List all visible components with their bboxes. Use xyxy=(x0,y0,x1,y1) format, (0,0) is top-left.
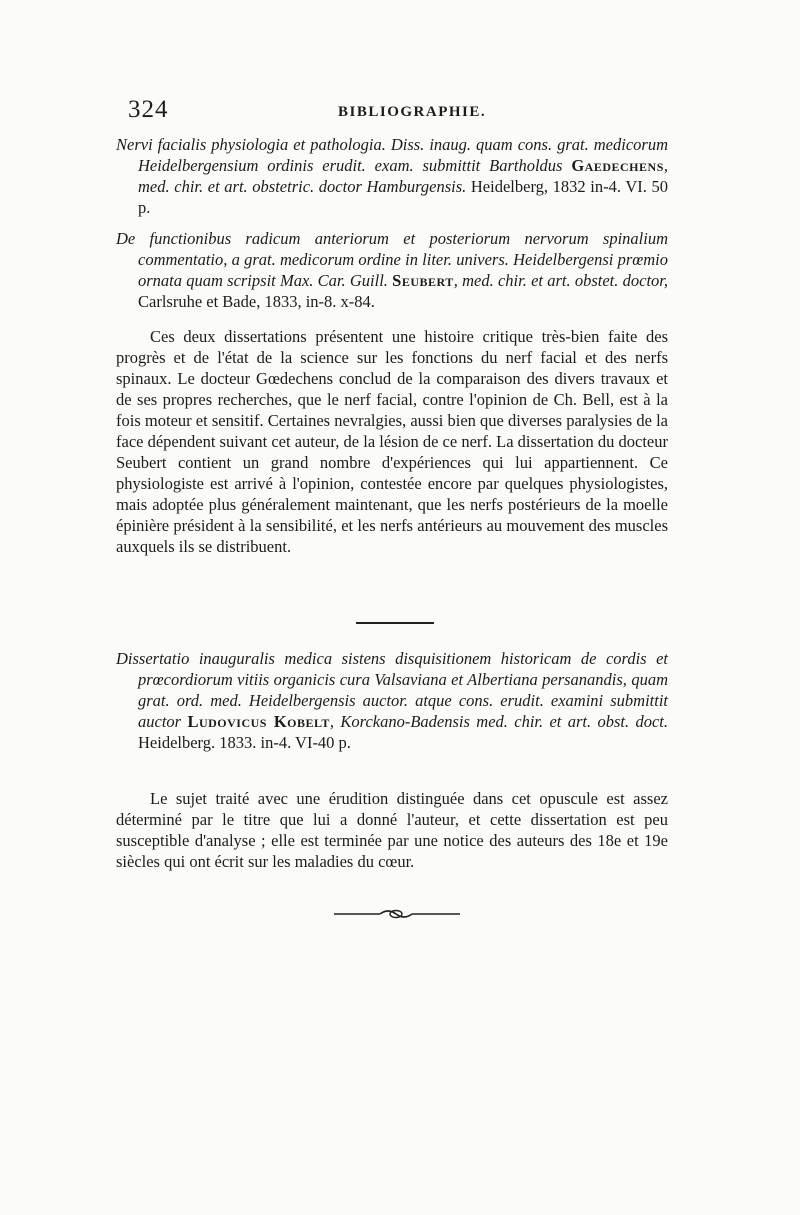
end-ornament-icon xyxy=(332,908,462,920)
page-number: 324 xyxy=(128,96,169,123)
citation-3-imprint: Heidelberg. 1833. in-4. VI-40 p. xyxy=(138,733,351,752)
review-block-1 xyxy=(116,326,668,557)
citation-1 xyxy=(116,134,668,218)
citation-2 xyxy=(116,228,668,312)
citation-2-imprint: Carlsruhe et Bade, 1833, in-8. x-84. xyxy=(138,292,375,311)
bibliography-entry-2 xyxy=(116,228,668,312)
review-paragraph-1: Ces deux dissertations présentent une histoire critique très-bien faite des progrès et de l'état de la science sur les fonctions du nerf facial et des nerfs spinaux. Le docteur Gœdechens conclud de la comparaison des divers travaux et de ses propres recherches, que le nerf facial, contre l'opinion de Ch. Bell, est à la fois moteur et sensitif. Certaines nevralgies, aussi bien que diverses paralysies de la face dépendent suivant cet auteur, de la lésion de ce nerf. La dissertation du docteur Seubert contient un grand nombre d'expériences qui lui appartiennent. Ce physiologiste est arrivé à l'opinion, contestée encore par quelques physiologistes, mais adoptée plus généralement maintenant, que les nerfs postérieurs de la moelle épinière président à la sensibilité, et les nerfs antérieurs au mouvement des muscles auxquels ils se distribuent. xyxy=(116,327,668,556)
review-paragraph-2: Le sujet traité avec une érudition distinguée dans cet opuscule est assez déterminé par le titre que lui a donné l'auteur, et cette dissertation est peu susceptible d'analyse ; elle est terminée par une notice des auteurs des 18e et 19e siècles qui ont écrit sur les maladies du cœur. xyxy=(116,789,668,871)
review-block-2 xyxy=(116,788,668,872)
citation-1-imprint: Heidelberg, 1832 in-4. VI. 50 p. xyxy=(138,177,668,217)
section-divider xyxy=(356,622,434,624)
bibliography-entry-3 xyxy=(116,648,668,753)
citation-3-after-author: , Korckano-Badensis med. chir. et art. obst. doct. xyxy=(329,712,668,731)
citation-1-after-author: , med. chir. et art. obstetric. doctor Hamburgensis. xyxy=(138,156,668,196)
bibliography-entry-1 xyxy=(116,134,668,218)
citation-3-author: Ludovicus Kobelt xyxy=(187,712,330,731)
citation-2-after-author: , med. chir. et art. obstet. doctor, xyxy=(453,271,668,290)
citation-3-title: Dissertatio inauguralis medica sistens disquisitionem historicam de cordis et prœcordiorum vitiis organicis cura Valsaviana et Albertiana persanandis, quam grat. ord. med. Heidelbergensis auctor. atque cons. erudit. examini submittit auctor xyxy=(116,649,668,731)
citation-2-title: De functionibus radicum anteriorum et posteriorum nervorum spinalium commentatio, a grat. medicorum ordine in liter. univers. Heidelbergensi prœmio ornata quam scripsit Max. Car. Guill. xyxy=(116,229,668,290)
citation-3 xyxy=(116,648,668,753)
citation-2-author: Seubert xyxy=(392,271,454,290)
running-head: BIBLIOGRAPHIE. xyxy=(338,104,487,120)
citation-1-author: Gaedechens xyxy=(571,156,664,175)
citation-1-title: Nervi facialis physiologia et pathologia. Diss. inaug. quam cons. grat. medicorum Heidelbergensium ordinis erudit. exam. submittit Bartholdus xyxy=(116,135,668,175)
page-header xyxy=(128,96,668,126)
